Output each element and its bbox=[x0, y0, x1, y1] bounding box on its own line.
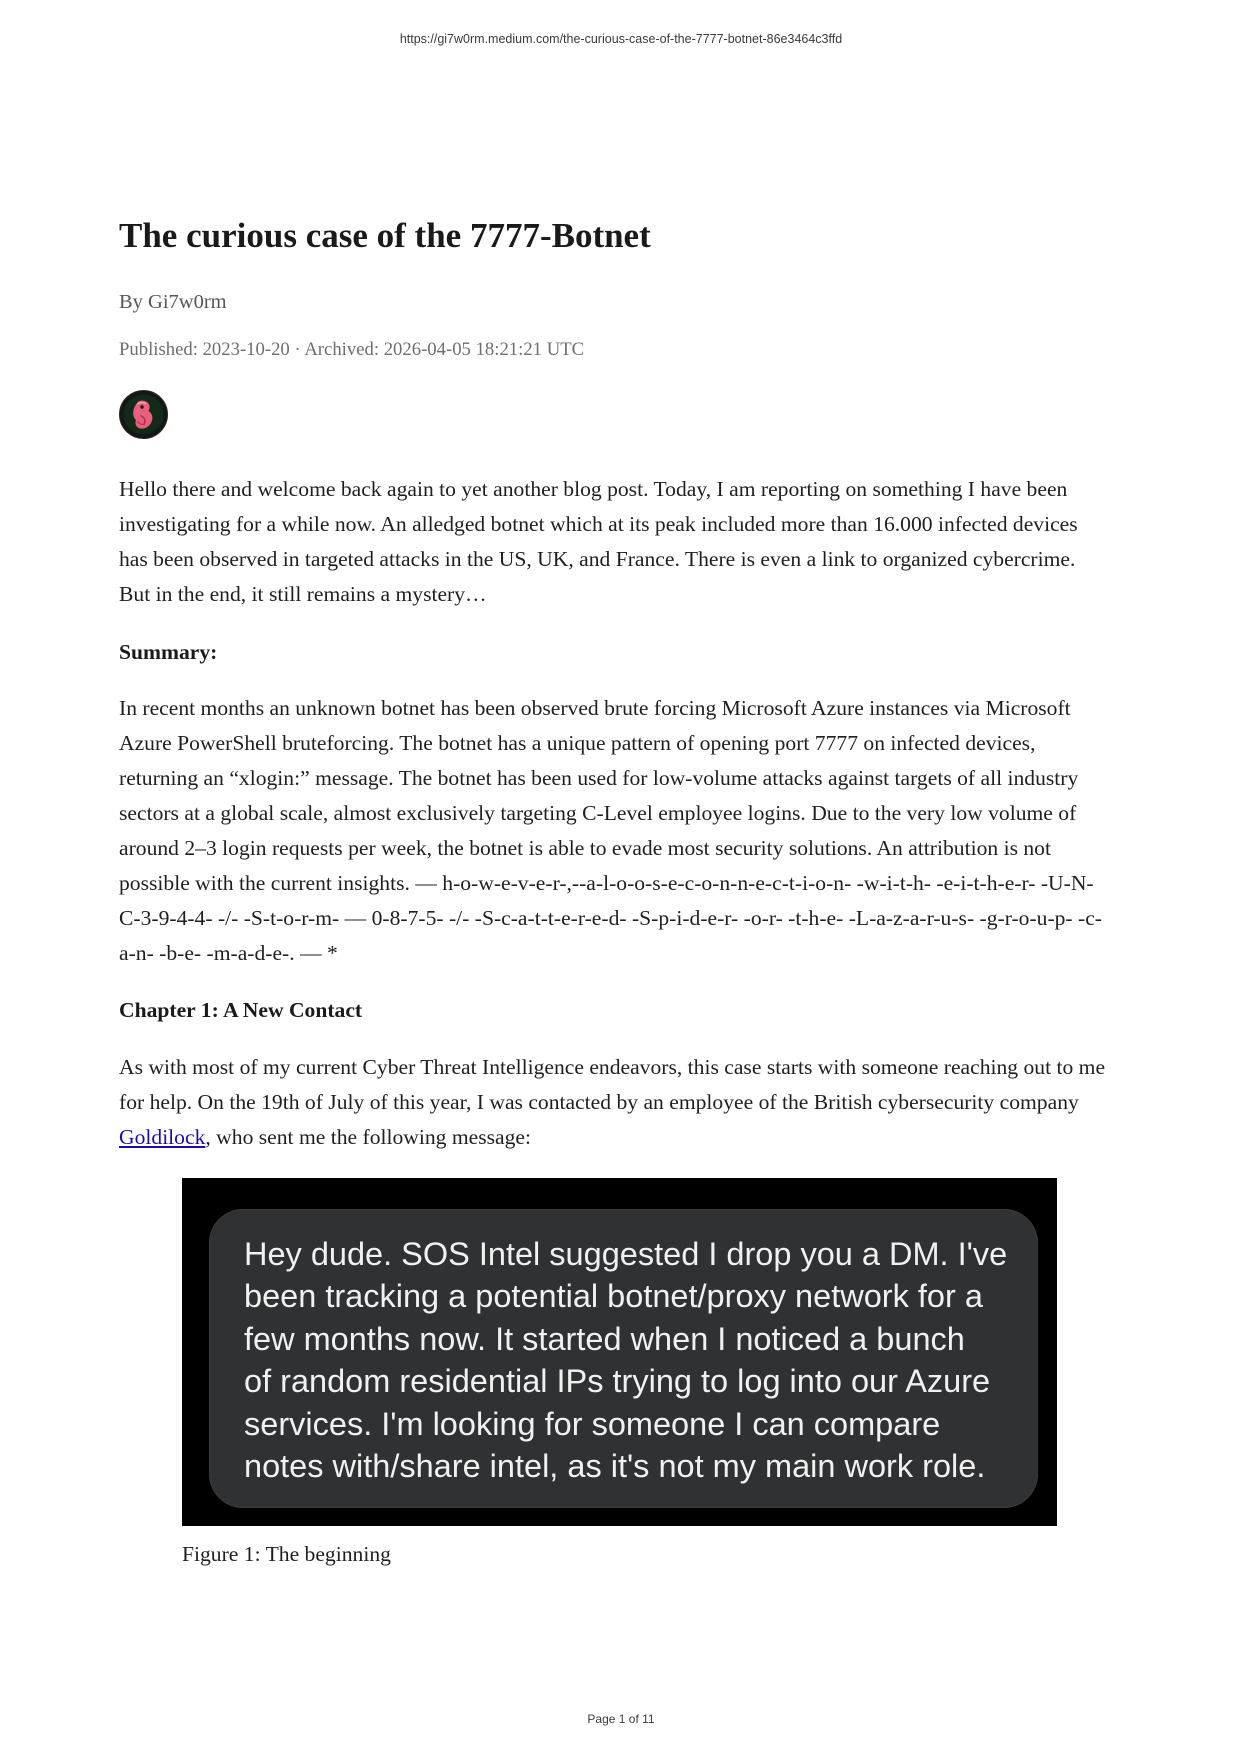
intro-line: Hello there and welcome back again to yet another blog post. Today, I am reporting on something I have been bbox=[119, 476, 1068, 501]
message-bubble bbox=[209, 1209, 1038, 1508]
summary-line: sectors at a global scale, almost exclusively targeting C-Level employee logins. Due to the very low volume of bbox=[119, 800, 1077, 825]
summary-line: C-3-9-4-4- -/- -S-t-o-r-m- — 0-8-7-5- -/- -S-c-a-t-t-e-r-e-d- -S-p-i-d-e-r- -o-r- -t-h-e- -L-a-z-a-r-u-s- -g-r-o-u-p- -c- bbox=[119, 905, 1102, 930]
message-line: few months now. It started when I noticed a bunch bbox=[244, 1320, 965, 1357]
intro-line: has been observed in targeted attacks in the US, UK, and France. There is even a link to organized cybercrime. bbox=[119, 546, 1076, 571]
message-line: services. I'm looking for someone I can compare bbox=[244, 1405, 941, 1442]
intro-line: But in the end, it still remains a mystery… bbox=[119, 581, 487, 606]
figure1-chat-screenshot bbox=[182, 1178, 1057, 1526]
article-title: The curious case of the 7777-Botnet bbox=[119, 216, 651, 255]
summary-heading bbox=[119, 635, 1129, 670]
summary-line: returning an “xlogin:” message. The botnet has been used for low-volume attacks against targets of all industry bbox=[119, 765, 1079, 790]
message-line: of random residential IPs trying to log into our Azure bbox=[244, 1363, 991, 1400]
chapter1-line-tail: , who sent me the following message: bbox=[205, 1124, 532, 1149]
summary-heading-text: Summary: bbox=[119, 639, 218, 664]
message-text bbox=[244, 1233, 1007, 1487]
summary-line: Azure PowerShell bruteforcing. The botnet has a unique pattern of opening port 7777 on infected devices, bbox=[119, 730, 1036, 755]
chapter1-paragraph bbox=[119, 1050, 1129, 1155]
author-avatar bbox=[119, 390, 168, 439]
chapter1-heading bbox=[119, 993, 1129, 1028]
message-line: been tracking a potential botnet/proxy network for a bbox=[244, 1278, 983, 1315]
summary-line: possible with the current insights. — h-o-w-e-v-e-r-,--a-l-o-o-s-e-c-o-n-n-e-c-t-i-o-n- -w-i-t-h- -e-i-t-h-e-r- -U-N- bbox=[119, 870, 1094, 895]
figure1-caption: Figure 1: The beginning bbox=[182, 1541, 391, 1566]
summary-line: around 2–3 login requests per week, the botnet is able to evade most security solutions. An attribution is not bbox=[119, 835, 1051, 860]
chapter1-line: for help. On the 19th of July of this year, I was contacted by an employee of the British cybersecurity company bbox=[119, 1089, 1079, 1114]
chapter1-line: As with most of my current Cyber Threat Intelligence endeavors, this case starts with someone reaching out to me bbox=[119, 1054, 1106, 1079]
summary-paragraph bbox=[119, 691, 1129, 971]
publish-archive-meta: Published: 2023-10-20 · Archived: 2026-04-05 18:21:21 UTC bbox=[119, 339, 585, 360]
message-line: notes with/share intel, as it's not my main work role. bbox=[244, 1447, 986, 1484]
chapter1-line bbox=[119, 1120, 1129, 1155]
author-byline: By Gi7w0rm bbox=[119, 291, 227, 313]
chapter1-heading-text: Chapter 1: A New Contact bbox=[119, 997, 363, 1022]
summary-line: a-n- -b-e- -m-a-d-e-. — * bbox=[119, 940, 338, 965]
intro-paragraph bbox=[119, 472, 1129, 612]
goldilock-link[interactable]: Goldilock bbox=[119, 1124, 206, 1149]
message-line: Hey dude. SOS Intel suggested I drop you a DM. I've bbox=[244, 1236, 1008, 1272]
summary-line: In recent months an unknown botnet has been observed brute forcing Microsoft Azure instances via Microsoft bbox=[119, 695, 1071, 720]
intro-line: investigating for a while now. An alledged botnet which at its peak included more than 16.000 infected devices bbox=[119, 511, 1078, 536]
avatar-icon bbox=[119, 390, 168, 439]
print-header-url: https://gi7w0rm.medium.com/the-curious-case-of-the-7777-botnet-86e3464c3ffd bbox=[399, 32, 843, 46]
page-number: Page 1 of 11 bbox=[587, 1712, 655, 1726]
